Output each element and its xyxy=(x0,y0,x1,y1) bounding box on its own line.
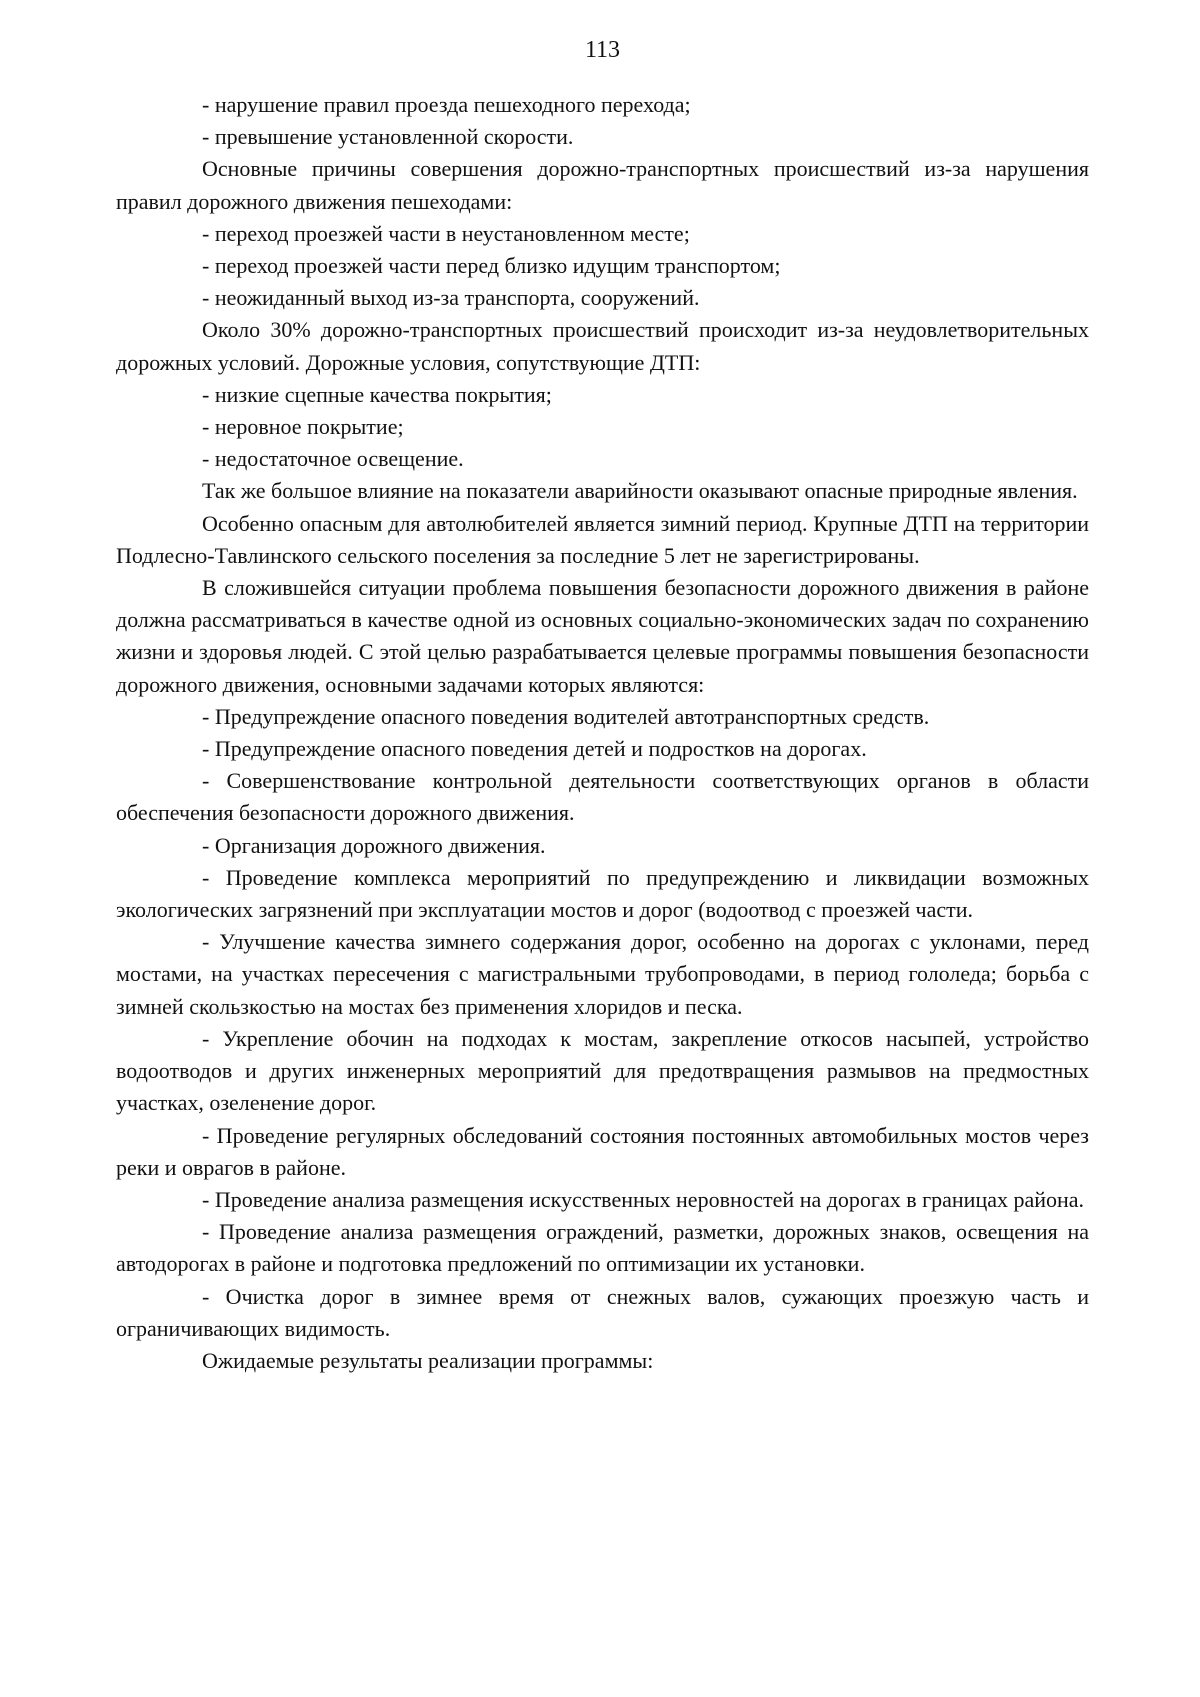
paragraph: - Улучшение качества зимнего содержания дорог, особенно на дорогах с уклонами, перед мостами, на участках пересечения с магистральными трубопроводами, в период гололеда; борьба с зимней скользкостью на мостах без применения хлоридов и песка. xyxy=(116,929,1089,1019)
paragraph: - нарушение правил проезда пешеходного перехода; xyxy=(202,92,691,117)
paragraph: - Предупреждение опасного поведения водителей автотранспортных средств. xyxy=(202,703,930,729)
paragraph: В сложившейся ситуации проблема повышения безопасности дорожного движения в районе должна рассматриваться в качестве одной из основных социально-экономических задач по сохранению жизни и здоровья людей. С этой целью разрабатывается целевые программы повышения безопасности дорожного движения, основными задачами которых являются: xyxy=(116,575,1089,697)
paragraph: - недостаточное освещение. xyxy=(202,446,464,472)
paragraph: - неровное покрытие; xyxy=(202,414,404,440)
paragraph: Так же большое влияние на показатели аварийности оказывают опасные природные явления. xyxy=(202,478,1078,504)
paragraph: - Проведение анализа размещения ограждений, разметки, дорожных знаков, освещения на автодорогах в районе и подготовка предложений по оптимизации их установки. xyxy=(116,1219,1089,1277)
paragraph: - переход проезжей части в неустановленном месте; xyxy=(202,220,690,246)
paragraph: Особенно опасным для автолюбителей является зимний период. Крупные ДТП на территории Подлесно-Тавлинского сельского поселения за последние 5 лет не зарегистрированы. xyxy=(116,510,1089,568)
paragraph: - низкие сцепные качества покрытия; xyxy=(202,381,552,407)
paragraph: - Очистка дорог в зимнее время от снежных валов, сужающих проезжую часть и ограничивающих видимость. xyxy=(116,1283,1089,1341)
paragraph: - Организация дорожного движения. xyxy=(202,832,546,858)
paragraph: Основные причины совершения дорожно-транспортных происшествий из-за нарушения правил дорожного движения пешеходами: xyxy=(116,156,1089,214)
document-body xyxy=(116,89,1089,1377)
paragraph: - Предупреждение опасного поведения детей и подростков на дорогах. xyxy=(202,736,867,762)
paragraph: - Совершенствование контрольной деятельности соответствующих органов в области обеспечения безопасности дорожного движения. xyxy=(116,768,1089,826)
paragraph: Около 30% дорожно-транспортных происшествий происходит из-за неудовлетворительных дорожных условий. Дорожные условия, сопутствующие ДТП: xyxy=(116,317,1089,375)
page-number: 113 xyxy=(584,37,621,63)
paragraph: - Укрепление обочин на подходах к мостам, закрепление откосов насыпей, устройство водоотводов и других инженерных мероприятий для предотвращения размывов на предмостных участках, озеленение дорог. xyxy=(116,1025,1089,1116)
paragraph: - Проведение анализа размещения искусственных неровностей на дорогах в границах района. xyxy=(202,1186,1085,1212)
paragraph: - превышение установленной скорости. xyxy=(202,124,574,150)
paragraph: - переход проезжей части перед близко идущим транспортом; xyxy=(202,253,781,279)
document-page xyxy=(116,30,1089,1377)
paragraph: - Проведение комплекса мероприятий по предупреждению и ликвидации возможных экологических загрязнений при эксплуатации мостов и дорог (водоотвод с проезжей части. xyxy=(116,864,1089,923)
paragraph: Ожидаемые результаты реализации программы: xyxy=(202,1347,654,1373)
paragraph: - Проведение регулярных обследований состояния постоянных автомобильных мостов через реки и оврагов в районе. xyxy=(116,1122,1089,1180)
paragraph: - неожиданный выход из-за транспорта, сооружений. xyxy=(202,285,700,311)
